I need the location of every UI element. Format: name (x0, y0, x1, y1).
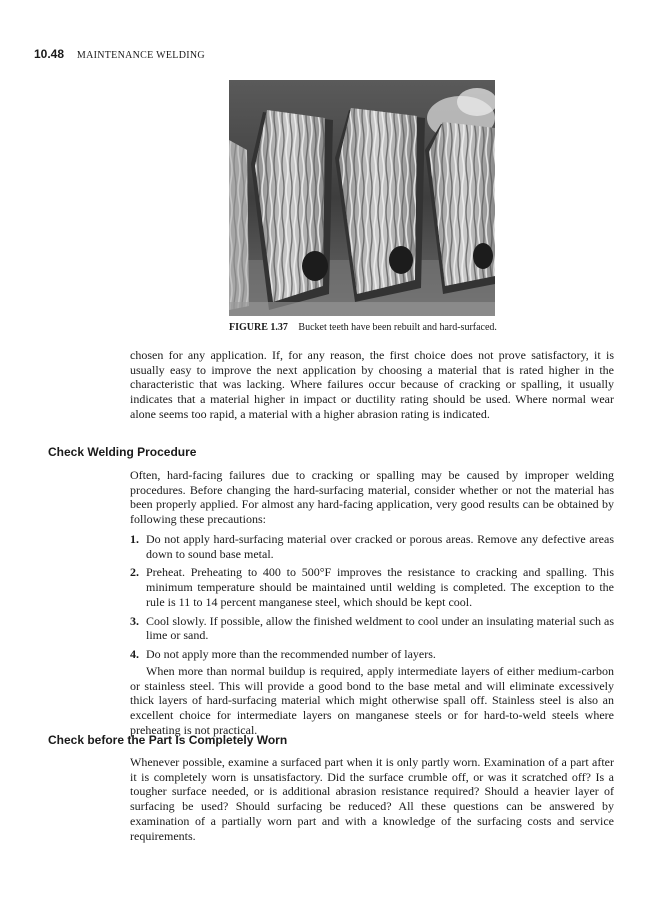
list-item-text: Preheat. Preheating to 400 to 500°F improves the resistance to cracking and spalling. This minimum temperature should be maintained until welding is completed. The exception to the rule is 11 to 14 percent manganese steel, which should be kept cool. (146, 565, 614, 609)
list-item (130, 614, 614, 643)
list-item-text: Cool slowly. If possible, allow the finished weldment to cool under an insulating material such as lime or sand. (146, 613, 614, 643)
list-item (130, 565, 614, 609)
precautions-list (130, 532, 614, 666)
page-number: 10.48 (34, 47, 65, 61)
list-item-number: 2. (130, 565, 139, 580)
partly-worn-paragraph: Whenever possible, examine a surfaced part when it is only partly worn. Examination of a part after it is completely worn is unsatisfactory. Did the surface crumble off, or was it scratched off? Is a tougher surface needed, or is additional abrasion resistance required? Should a heavier layer of surfacing be used? Should surfacing be reduced? All these questions can be answered by examination of a partially worn part and with a knowledge of the surfacing costs and service requirements. (130, 755, 614, 843)
tooth-left (229, 140, 249, 310)
list-item-text: Do not apply more than the recommended number of layers. (146, 646, 436, 661)
list-item-number: 3. (130, 613, 139, 628)
list-item-text: Do not apply hard-surfacing material over cracked or porous areas. Remove any defective areas down to sound base metal. (146, 532, 614, 561)
welding-procedure-paragraph: Often, hard-facing failures due to cracking or spalling may be caused by improper welding procedures. Before changing the hard-surfacing material, consider whether or not the material has been properly applied. For almost any hard-facing application, very good results can be obtained by following these precautions: (130, 468, 614, 527)
intermediate-layers-paragraph: When more than normal buildup is required, apply intermediate layers of either medium-carbon or stainless steel. This will provide a good bond to the base metal and will eliminate excessively thick layers of hard-surfacing material which might otherwise spall off. Stainless steel is also an excellent choice for intermediate layers on manganese steels or for hard-to-weld steels where preheating is not practical. (130, 664, 614, 737)
figure-caption (229, 322, 497, 333)
list-item-number: 1. (130, 532, 139, 546)
section-heading-welding-procedure: Check Welding Procedure (48, 445, 197, 459)
running-head (34, 47, 205, 61)
figure-caption-text: Bucket teeth have been rebuilt and hard-surfaced. (298, 322, 497, 333)
list-item-number: 4. (130, 646, 139, 661)
list-item (130, 532, 614, 561)
list-item (130, 647, 614, 662)
intro-paragraph: chosen for any application. If, for any reason, the first choice does not prove satisfactory, it is usually easy to improve the next application by choosing a material that is rated higher in the characteristic that was lacking. Where failures occur because of cracking or spalling, it usually indicates that a material higher in impact or ductility rating should be used. Where normal wear alone seems too rapid, a material with a higher abrasion rating is indicated. (130, 348, 614, 421)
figure-label: FIGURE 1.37 (229, 322, 288, 333)
running-head-title: MAINTENANCE WELDING (76, 50, 205, 61)
section-heading-partly-worn: Check before the Part Is Completely Worn (48, 733, 288, 747)
figure-photo (229, 80, 495, 316)
